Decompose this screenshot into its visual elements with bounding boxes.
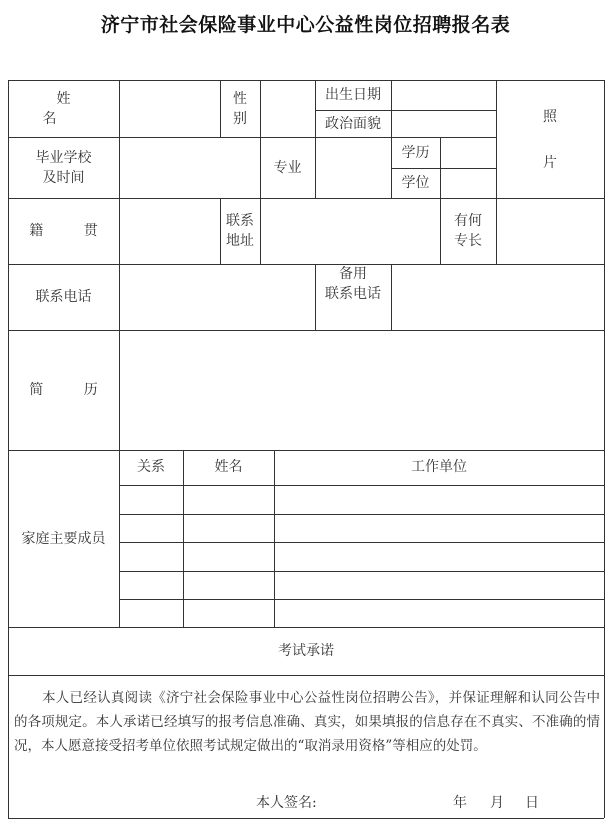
- frame-bottom: [8, 818, 604, 819]
- label-native-place: 籍 贯: [29, 223, 116, 239]
- rule-h: [119, 571, 604, 572]
- rule-v: [119, 80, 120, 198]
- rule-v: [119, 264, 120, 330]
- header-relation: 关系: [137, 459, 165, 475]
- rule-h: [8, 627, 604, 628]
- rule-h: [8, 264, 604, 265]
- label-photo-2: 片: [543, 155, 557, 171]
- rule-v: [119, 450, 120, 627]
- form-title: 济宁市社会保险事业中心公益性岗位招聘报名表: [100, 14, 511, 36]
- header-work-unit: 工作单位: [411, 459, 467, 475]
- rule-v: [260, 198, 261, 264]
- rule-v: [260, 80, 261, 137]
- promise-text: 本人已经认真阅读《济宁社会保险事业中心公益性岗位招聘公告》，并保证理解和认同公告中的各项规定。本人承诺已经填写的报考信息准确、真实，如果填报的信息存在不真实、不准确的情况，本人愿意接受招考单位依照考试规定做出的“取消录用资格”等相应的处罚。: [14, 690, 600, 754]
- rule-v: [119, 330, 120, 450]
- frame-top: [8, 80, 604, 81]
- signature-month: 月: [490, 795, 504, 811]
- label-address: 联系 地址: [226, 213, 254, 249]
- rule-h: [119, 514, 604, 515]
- rule-v: [274, 450, 275, 627]
- rule-h: [315, 110, 496, 111]
- rule-v: [391, 264, 392, 330]
- label-gender: 性 别: [233, 90, 247, 127]
- rule-h: [8, 137, 496, 138]
- label-phone: 联系电话: [35, 289, 92, 305]
- label-exam-promise: 考试承诺: [278, 643, 334, 659]
- field-name[interactable]: [119, 80, 220, 137]
- label-backup-phone: 备用 联系电话: [325, 266, 381, 302]
- rule-h: [8, 198, 604, 199]
- rule-v: [496, 80, 497, 198]
- rule-h: [119, 599, 604, 600]
- signature-day: 日: [525, 795, 539, 811]
- rule-h: [119, 485, 604, 486]
- rule-v: [220, 198, 221, 264]
- rule-v: [220, 80, 221, 137]
- label-major: 专业: [273, 159, 302, 176]
- label-school: 毕业学校 及时间: [35, 149, 92, 186]
- rule-v: [496, 198, 497, 264]
- rule-v: [391, 80, 392, 137]
- label-family: 家庭主要成员: [21, 530, 106, 547]
- label-political: 政治面貌: [325, 115, 381, 132]
- label-resume: 简 历: [29, 382, 116, 398]
- rule-v: [119, 198, 120, 264]
- rule-h: [391, 168, 496, 169]
- rule-h: [119, 542, 604, 543]
- signature-label: 本人签名:: [256, 795, 317, 811]
- label-birth-date: 出生日期: [325, 87, 381, 103]
- header-member-name: 姓名: [214, 459, 243, 475]
- rule-h: [8, 330, 604, 331]
- label-education: 学历: [401, 144, 430, 161]
- frame-right: [604, 80, 605, 818]
- label-specialty: 有何 专长: [454, 213, 482, 249]
- signature-year: 年: [453, 795, 467, 811]
- frame-left: [8, 80, 9, 818]
- rule-h: [8, 450, 604, 451]
- label-name: 姓 名: [42, 90, 99, 127]
- rule-h: [8, 675, 604, 676]
- label-photo-1: 照: [543, 109, 557, 125]
- rule-v: [315, 264, 316, 330]
- label-degree: 学位: [401, 175, 430, 191]
- rule-v: [440, 198, 441, 264]
- rule-v: [315, 80, 316, 137]
- rule-v: [183, 450, 184, 627]
- rule-v: [260, 137, 261, 198]
- rule-v: [315, 137, 316, 198]
